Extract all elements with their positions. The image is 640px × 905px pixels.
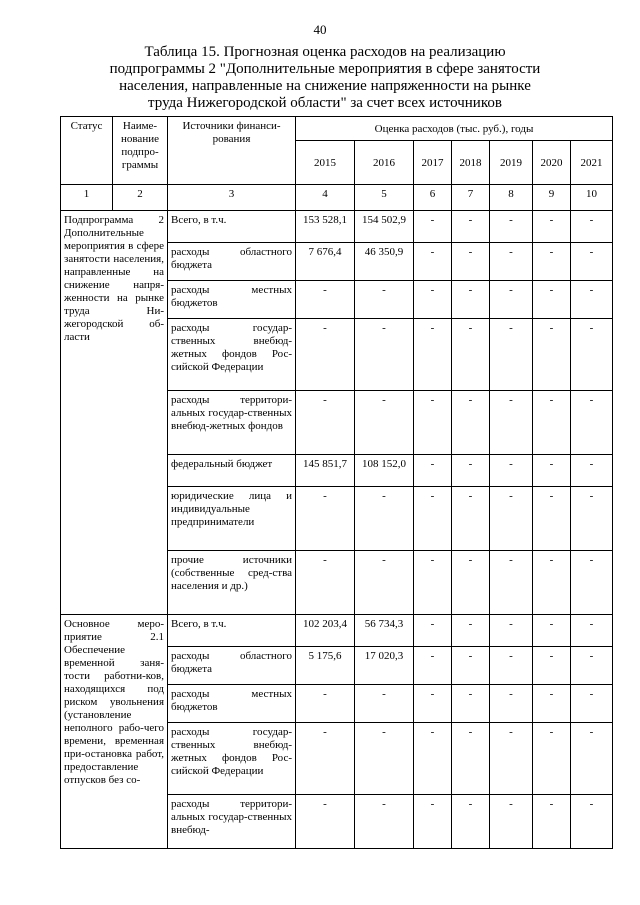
value-cell: 7 676,4 [296, 243, 355, 281]
column-number: 8 [490, 185, 533, 211]
value-cell: - [452, 281, 490, 319]
value-cell: - [452, 795, 490, 849]
source-cell: расходы территори-альных государ-ственных внебюд- [168, 795, 296, 849]
value-cell: - [490, 319, 533, 391]
value-cell: - [533, 211, 571, 243]
source-cell: расходы областного бюджета [168, 647, 296, 685]
value-cell: - [533, 319, 571, 391]
header-year: 2019 [490, 141, 533, 185]
header-year: 2021 [571, 141, 613, 185]
value-cell: - [571, 211, 613, 243]
value-cell: - [490, 647, 533, 685]
value-cell: - [414, 281, 452, 319]
value-cell: - [533, 281, 571, 319]
value-cell: 153 528,1 [296, 211, 355, 243]
header-year: 2018 [452, 141, 490, 185]
source-cell: Всего, в т.ч. [168, 615, 296, 647]
header-row [61, 117, 613, 141]
value-cell: - [414, 647, 452, 685]
value-cell: - [452, 243, 490, 281]
value-cell: - [490, 455, 533, 487]
value-cell: - [414, 723, 452, 795]
source-cell: прочие источники (собственные сред-ства населения и др.) [168, 551, 296, 615]
header-year: 2020 [533, 141, 571, 185]
value-cell: - [355, 319, 414, 391]
value-cell: 17 020,3 [355, 647, 414, 685]
value-cell: 56 734,3 [355, 615, 414, 647]
value-cell: - [571, 551, 613, 615]
value-cell: - [452, 455, 490, 487]
value-cell: - [571, 685, 613, 723]
value-cell: - [452, 685, 490, 723]
value-cell: - [452, 723, 490, 795]
column-number: 6 [414, 185, 452, 211]
value-cell: 108 152,0 [355, 455, 414, 487]
value-cell: - [452, 647, 490, 685]
value-cell: - [490, 391, 533, 455]
value-cell: - [355, 551, 414, 615]
value-cell: - [533, 723, 571, 795]
value-cell: - [452, 319, 490, 391]
value-cell: 102 203,4 [296, 615, 355, 647]
value-cell: - [414, 455, 452, 487]
value-cell: - [490, 795, 533, 849]
value-cell: - [490, 615, 533, 647]
value-cell: - [296, 551, 355, 615]
value-cell: - [414, 795, 452, 849]
header-sources: Источники финанси-рования [168, 117, 296, 185]
value-cell: - [490, 551, 533, 615]
value-cell: - [490, 723, 533, 795]
header-year: 2017 [414, 141, 452, 185]
value-cell: - [490, 243, 533, 281]
status-cell: Подпрограмма 2 Дополнительные мероприятия в сфере занятости населения, направленные на снижение напря-женности на рынке труда Ни-жегородской об-ласти [61, 211, 168, 615]
value-cell: - [355, 723, 414, 795]
value-cell: - [490, 281, 533, 319]
value-cell: - [355, 685, 414, 723]
table-body [61, 211, 613, 849]
value-cell: - [414, 615, 452, 647]
value-cell: - [533, 243, 571, 281]
source-cell: Всего, в т.ч. [168, 211, 296, 243]
value-cell: - [355, 487, 414, 551]
value-cell: - [296, 795, 355, 849]
page-number: 40 [313, 22, 327, 37]
value-cell: - [452, 487, 490, 551]
value-cell: 5 175,6 [296, 647, 355, 685]
title-line: труда Нижегородской области" за счет всех источников [148, 95, 502, 111]
value-cell: - [533, 615, 571, 647]
header-status: Статус [61, 117, 113, 185]
value-cell: - [533, 647, 571, 685]
source-cell: расходы местных бюджетов [168, 685, 296, 723]
value-cell: - [414, 551, 452, 615]
column-number-row [61, 185, 613, 211]
value-cell: - [414, 685, 452, 723]
value-cell: - [414, 211, 452, 243]
value-cell: - [414, 319, 452, 391]
column-number: 1 [61, 185, 113, 211]
header-year: 2016 [355, 141, 414, 185]
value-cell: - [490, 487, 533, 551]
column-number: 2 [113, 185, 168, 211]
column-number: 4 [296, 185, 355, 211]
value-cell: - [452, 551, 490, 615]
value-cell: - [414, 487, 452, 551]
value-cell: - [571, 795, 613, 849]
source-cell: расходы местных бюджетов [168, 281, 296, 319]
value-cell: - [452, 391, 490, 455]
title-line: Таблица 15. Прогнозная оценка расходов на реализацию [144, 44, 506, 60]
status-cell: Основное меро-приятие 2.1 Обеспечение временной заня-тости работни-ков, находящихся под риском увольнения (установление неполного рабо-чего времени, временная при-остановка работ, предоставление отпусков без со- [61, 615, 168, 849]
value-cell: - [571, 455, 613, 487]
column-number: 5 [355, 185, 414, 211]
column-number: 7 [452, 185, 490, 211]
column-number: 10 [571, 185, 613, 211]
value-cell: - [533, 685, 571, 723]
value-cell: - [571, 723, 613, 795]
value-cell: - [571, 487, 613, 551]
value-cell: - [533, 487, 571, 551]
value-cell: - [571, 243, 613, 281]
column-number: 9 [533, 185, 571, 211]
value-cell: - [296, 319, 355, 391]
value-cell: - [571, 647, 613, 685]
value-cell: - [452, 615, 490, 647]
source-cell: расходы государ-ственных внебюд-жетных фондов Рос-сийской Федерации [168, 319, 296, 391]
header-year: 2015 [296, 141, 355, 185]
budget-table [60, 116, 613, 849]
value-cell: - [571, 281, 613, 319]
value-cell: - [490, 211, 533, 243]
value-cell: - [452, 211, 490, 243]
value-cell: - [296, 487, 355, 551]
value-cell: - [414, 391, 452, 455]
table-row [61, 211, 613, 243]
header-name: Наиме-нование подпро-граммы [113, 117, 168, 185]
value-cell: - [355, 795, 414, 849]
value-cell: - [296, 685, 355, 723]
value-cell: 145 851,7 [296, 455, 355, 487]
value-cell: - [533, 455, 571, 487]
title-line: населения, направленные на снижение напряженности на рынке [119, 78, 531, 94]
value-cell: - [355, 391, 414, 455]
value-cell: - [296, 723, 355, 795]
source-cell: юридические лица и индивидуальные предприниматели [168, 487, 296, 551]
value-cell: - [490, 685, 533, 723]
value-cell: - [414, 243, 452, 281]
value-cell: 46 350,9 [355, 243, 414, 281]
value-cell: - [571, 615, 613, 647]
value-cell: 154 502,9 [355, 211, 414, 243]
table-row [61, 615, 613, 647]
title-line: подпрограммы 2 "Дополнительные мероприятия в сфере занятости [109, 61, 541, 77]
value-cell: - [571, 391, 613, 455]
source-cell: расходы областного бюджета [168, 243, 296, 281]
column-number: 3 [168, 185, 296, 211]
value-cell: - [296, 391, 355, 455]
value-cell: - [533, 551, 571, 615]
table-title [60, 44, 590, 112]
value-cell: - [355, 281, 414, 319]
value-cell: - [533, 391, 571, 455]
header-estimate: Оценка расходов (тыс. руб.), годы [296, 117, 613, 141]
source-cell: расходы территори-альных государ-ственных внебюд-жетных фондов [168, 391, 296, 455]
source-cell: федеральный бюджет [168, 455, 296, 487]
source-cell: расходы государ-ственных внебюд-жетных фондов Рос-сийской Федерации [168, 723, 296, 795]
value-cell: - [571, 319, 613, 391]
value-cell: - [296, 281, 355, 319]
value-cell: - [533, 795, 571, 849]
